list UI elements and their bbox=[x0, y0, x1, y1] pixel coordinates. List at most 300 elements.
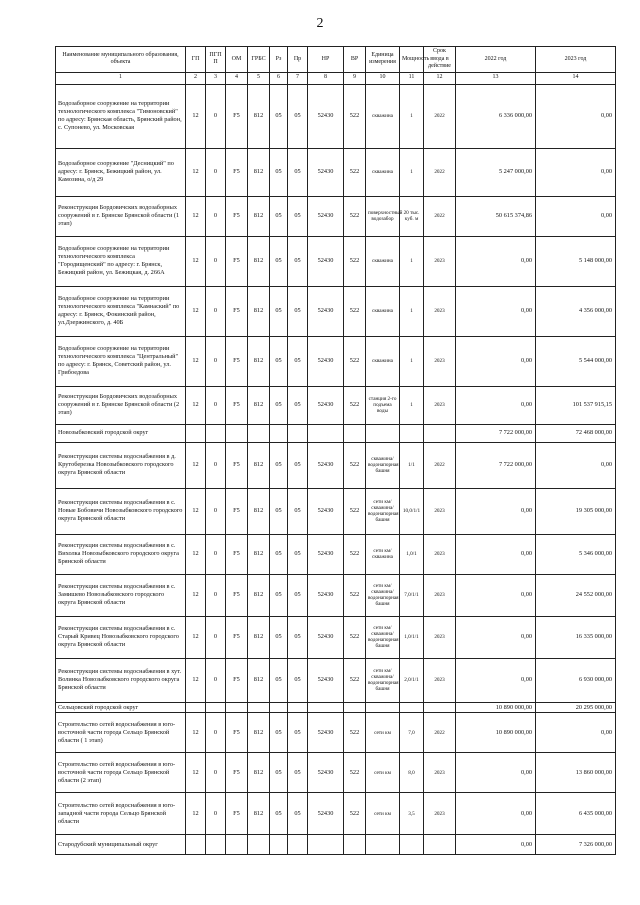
cell: 05 bbox=[288, 386, 308, 424]
cell bbox=[206, 835, 226, 855]
amount-2023-cell: 5 148 000,00 bbox=[536, 236, 616, 286]
column-number: 5 bbox=[248, 72, 270, 84]
cell: 522 bbox=[344, 713, 366, 753]
cell: 05 bbox=[270, 148, 288, 196]
amount-2022-cell: 0,00 bbox=[456, 574, 536, 616]
cell: 12 bbox=[186, 574, 206, 616]
cell: F5 bbox=[226, 84, 248, 148]
year-cell: 2023 bbox=[424, 236, 456, 286]
unit-cell: сети км bbox=[366, 793, 400, 835]
cell bbox=[226, 702, 248, 713]
capacity-cell: 1 bbox=[400, 286, 424, 336]
cell: 0 bbox=[206, 658, 226, 702]
year-cell: 2022 bbox=[424, 196, 456, 236]
cell: 812 bbox=[248, 488, 270, 534]
cell: 12 bbox=[186, 336, 206, 386]
object-name-cell: Реконструкция системы водоснабжения в с. Старый Кривец Новозыбковского городского округа Брянской области bbox=[56, 616, 186, 658]
cell bbox=[308, 702, 344, 713]
amount-2022-cell: 6 336 000,00 bbox=[456, 84, 536, 148]
cell bbox=[344, 835, 366, 855]
amount-2023-cell: 5 544 000,00 bbox=[536, 336, 616, 386]
amount-2023-cell: 101 537 915,15 bbox=[536, 386, 616, 424]
cell: 522 bbox=[344, 84, 366, 148]
cell: 05 bbox=[270, 84, 288, 148]
cell: F5 bbox=[226, 488, 248, 534]
table-row bbox=[56, 236, 616, 286]
capacity-cell: 1 bbox=[400, 336, 424, 386]
table-row bbox=[56, 148, 616, 196]
cell: 812 bbox=[248, 713, 270, 753]
amount-2023-cell: 0,00 bbox=[536, 713, 616, 753]
cell bbox=[186, 424, 206, 442]
cell: 05 bbox=[288, 753, 308, 793]
capacity-cell bbox=[400, 702, 424, 713]
capacity-cell: 1 bbox=[400, 236, 424, 286]
year-cell bbox=[424, 835, 456, 855]
cell: F5 bbox=[226, 574, 248, 616]
capacity-cell bbox=[400, 424, 424, 442]
column-number: 2 bbox=[186, 72, 206, 84]
cell: 52430 bbox=[308, 196, 344, 236]
cell: F5 bbox=[226, 336, 248, 386]
unit-cell bbox=[366, 702, 400, 713]
capacity-cell: 2,0/1/1 bbox=[400, 658, 424, 702]
header-cell: Срок ввода в действие bbox=[424, 47, 456, 73]
cell: F5 bbox=[226, 286, 248, 336]
column-number: 14 bbox=[536, 72, 616, 84]
cell: 522 bbox=[344, 616, 366, 658]
amount-2023-cell: 4 356 000,00 bbox=[536, 286, 616, 336]
cell: 12 bbox=[186, 84, 206, 148]
cell: 05 bbox=[270, 236, 288, 286]
year-cell: 2023 bbox=[424, 488, 456, 534]
capacity-cell: 1,0/1/1 bbox=[400, 616, 424, 658]
amount-2022-cell: 0,00 bbox=[456, 286, 536, 336]
year-cell: 2023 bbox=[424, 386, 456, 424]
cell: 522 bbox=[344, 753, 366, 793]
cell bbox=[270, 424, 288, 442]
unit-cell: скважина bbox=[366, 336, 400, 386]
year-cell: 2023 bbox=[424, 616, 456, 658]
cell bbox=[226, 835, 248, 855]
unit-cell: скважина bbox=[366, 236, 400, 286]
column-number: 7 bbox=[288, 72, 308, 84]
cell: 52430 bbox=[308, 753, 344, 793]
amount-2023-cell: 24 552 000,00 bbox=[536, 574, 616, 616]
cell: 522 bbox=[344, 286, 366, 336]
unit-cell: скважина bbox=[366, 148, 400, 196]
cell: F5 bbox=[226, 148, 248, 196]
amount-2022-cell: 0,00 bbox=[456, 534, 536, 574]
year-cell bbox=[424, 424, 456, 442]
year-cell: 2023 bbox=[424, 574, 456, 616]
object-name-cell: Водозаборное сооружение на территории технологического комплекса "Камнаский" по адресу: г. Брянск, Фокинский район, ул.Дзержинского, д. 40Б bbox=[56, 286, 186, 336]
capacity-cell: 8,0 bbox=[400, 753, 424, 793]
cell: 812 bbox=[248, 286, 270, 336]
cell: 05 bbox=[270, 386, 288, 424]
cell: 52430 bbox=[308, 574, 344, 616]
cell: 05 bbox=[288, 658, 308, 702]
amount-2023-cell: 20 295 000,00 bbox=[536, 702, 616, 713]
header-cell: ПГП П bbox=[206, 47, 226, 73]
amount-2023-cell: 7 326 000,00 bbox=[536, 835, 616, 855]
cell: F5 bbox=[226, 616, 248, 658]
year-cell: 2022 bbox=[424, 713, 456, 753]
object-name-cell: Реконструкция Бордовичских водозаборных сооружений в г. Брянске Брянской области (1 этап) bbox=[56, 196, 186, 236]
group-total-row bbox=[56, 702, 616, 713]
column-number: 12 bbox=[424, 72, 456, 84]
cell: 05 bbox=[288, 196, 308, 236]
cell: 05 bbox=[288, 534, 308, 574]
table-body bbox=[56, 47, 616, 855]
cell: 12 bbox=[186, 148, 206, 196]
cell: 812 bbox=[248, 442, 270, 488]
cell: 522 bbox=[344, 574, 366, 616]
column-number: 1 bbox=[56, 72, 186, 84]
object-name-cell: Реконструкция системы водоснабжения в с. Новые Бобовичи Новозыбковского городского округа Брянской области bbox=[56, 488, 186, 534]
cell: 12 bbox=[186, 442, 206, 488]
amount-2022-cell: 0,00 bbox=[456, 793, 536, 835]
object-name-cell: Реконструкция Бордовичских водозаборных сооружений в г. Брянске Брянской области (2 этап) bbox=[56, 386, 186, 424]
table-row bbox=[56, 658, 616, 702]
column-number: 9 bbox=[344, 72, 366, 84]
cell: 52430 bbox=[308, 386, 344, 424]
object-name-cell: Реконструкция системы водоснабжения в с. Замишево Новозыбковского городского округа Брянской области bbox=[56, 574, 186, 616]
cell bbox=[344, 702, 366, 713]
unit-cell: поверхностный водозабор bbox=[366, 196, 400, 236]
unit-cell: сети км/скважина bbox=[366, 534, 400, 574]
cell: 05 bbox=[288, 84, 308, 148]
amount-2023-cell: 6 435 000,00 bbox=[536, 793, 616, 835]
cell: 0 bbox=[206, 713, 226, 753]
table-row bbox=[56, 84, 616, 148]
cell bbox=[206, 424, 226, 442]
amount-2022-cell: 50 615 374,86 bbox=[456, 196, 536, 236]
group-total-row bbox=[56, 424, 616, 442]
unit-cell bbox=[366, 424, 400, 442]
cell: 0 bbox=[206, 616, 226, 658]
group-name-cell: Сельцовский городской округ bbox=[56, 702, 186, 713]
cell: 0 bbox=[206, 442, 226, 488]
unit-cell: сети км/скважина/водонапорная башня bbox=[366, 616, 400, 658]
column-number: 3 bbox=[206, 72, 226, 84]
cell: 52430 bbox=[308, 286, 344, 336]
cell: 05 bbox=[270, 534, 288, 574]
amount-2022-cell: 0,00 bbox=[456, 386, 536, 424]
cell bbox=[226, 424, 248, 442]
table-row bbox=[56, 793, 616, 835]
cell: 12 bbox=[186, 658, 206, 702]
cell: 52430 bbox=[308, 793, 344, 835]
cell: 05 bbox=[270, 658, 288, 702]
capacity-cell: 20 тыс. куб. м bbox=[400, 196, 424, 236]
cell: 05 bbox=[270, 713, 288, 753]
amount-2022-cell: 0,00 bbox=[456, 753, 536, 793]
header-cell: Мощность bbox=[400, 47, 424, 73]
table-row bbox=[56, 442, 616, 488]
amount-2022-cell: 0,00 bbox=[456, 488, 536, 534]
table-row bbox=[56, 196, 616, 236]
column-number: 10 bbox=[366, 72, 400, 84]
cell: 05 bbox=[288, 442, 308, 488]
unit-cell: сети км/скважина/водонапорная башня bbox=[366, 658, 400, 702]
header-cell: 2022 год bbox=[456, 47, 536, 73]
cell: 05 bbox=[288, 574, 308, 616]
column-number: 11 bbox=[400, 72, 424, 84]
cell: 0 bbox=[206, 534, 226, 574]
cell: 0 bbox=[206, 84, 226, 148]
year-cell: 2023 bbox=[424, 658, 456, 702]
cell: 0 bbox=[206, 148, 226, 196]
cell: 812 bbox=[248, 236, 270, 286]
amount-2023-cell: 0,00 bbox=[536, 442, 616, 488]
amount-2023-cell: 13 860 000,00 bbox=[536, 753, 616, 793]
cell: 522 bbox=[344, 148, 366, 196]
cell: F5 bbox=[226, 442, 248, 488]
capacity-cell: 7,0/1/1 bbox=[400, 574, 424, 616]
cell: 12 bbox=[186, 793, 206, 835]
year-cell: 2022 bbox=[424, 442, 456, 488]
amount-2023-cell: 5 346 000,00 bbox=[536, 534, 616, 574]
object-name-cell: Реконструкция системы водоснабжения в с. Вихолка Новозыбковского городского округа Брянской области bbox=[56, 534, 186, 574]
cell bbox=[248, 835, 270, 855]
cell bbox=[288, 702, 308, 713]
cell: 812 bbox=[248, 574, 270, 616]
table-row bbox=[56, 534, 616, 574]
cell: 05 bbox=[270, 488, 288, 534]
cell: 522 bbox=[344, 488, 366, 534]
header-cell: НР bbox=[308, 47, 344, 73]
cell: 05 bbox=[288, 236, 308, 286]
group-total-row bbox=[56, 835, 616, 855]
cell: 05 bbox=[270, 574, 288, 616]
cell: 0 bbox=[206, 236, 226, 286]
unit-cell: сети км bbox=[366, 753, 400, 793]
object-name-cell: Строительство сетей водоснабжения в юго-восточной части города Сельцо Брянской области (2 этап) bbox=[56, 753, 186, 793]
cell: 05 bbox=[270, 753, 288, 793]
page-number: 2 bbox=[316, 16, 324, 31]
year-cell: 2023 bbox=[424, 753, 456, 793]
cell bbox=[248, 702, 270, 713]
capacity-cell: 1 bbox=[400, 148, 424, 196]
amount-2022-cell: 10 890 000,00 bbox=[456, 702, 536, 713]
cell: 52430 bbox=[308, 713, 344, 753]
table-row bbox=[56, 574, 616, 616]
table-row bbox=[56, 713, 616, 753]
header-cell: ГП bbox=[186, 47, 206, 73]
column-number: 13 bbox=[456, 72, 536, 84]
cell: 05 bbox=[270, 616, 288, 658]
cell: 0 bbox=[206, 793, 226, 835]
cell: 05 bbox=[270, 793, 288, 835]
cell: 05 bbox=[288, 336, 308, 386]
cell bbox=[206, 702, 226, 713]
cell: 0 bbox=[206, 488, 226, 534]
cell: 522 bbox=[344, 336, 366, 386]
cell bbox=[270, 835, 288, 855]
column-number: 6 bbox=[270, 72, 288, 84]
cell: 812 bbox=[248, 534, 270, 574]
cell: 12 bbox=[186, 286, 206, 336]
cell bbox=[288, 424, 308, 442]
table-row bbox=[56, 616, 616, 658]
cell: 52430 bbox=[308, 442, 344, 488]
header-cell: Пр bbox=[288, 47, 308, 73]
table-row bbox=[56, 386, 616, 424]
header-cell: 2023 год bbox=[536, 47, 616, 73]
object-name-cell: Водозаборное сооружение на территории технологического комплекса "Тимоновский" по адресу: Брянская область, Брянский район, с. Супонево, ул. Московская bbox=[56, 84, 186, 148]
amount-2022-cell: 0,00 bbox=[456, 236, 536, 286]
cell: 05 bbox=[288, 713, 308, 753]
year-cell: 2023 bbox=[424, 336, 456, 386]
unit-cell bbox=[366, 835, 400, 855]
group-name-cell: Стародубский муниципальный округ bbox=[56, 835, 186, 855]
unit-cell: сети км/скважина/водонапорная башня bbox=[366, 488, 400, 534]
cell: 12 bbox=[186, 713, 206, 753]
cell: 05 bbox=[270, 196, 288, 236]
unit-cell: скважина bbox=[366, 84, 400, 148]
cell: 05 bbox=[288, 286, 308, 336]
amount-2022-cell: 0,00 bbox=[456, 658, 536, 702]
amount-2022-cell: 10 890 000,00 bbox=[456, 713, 536, 753]
cell: 12 bbox=[186, 196, 206, 236]
cell: 52430 bbox=[308, 236, 344, 286]
cell bbox=[270, 702, 288, 713]
amount-2023-cell: 19 305 000,00 bbox=[536, 488, 616, 534]
cell: 52430 bbox=[308, 658, 344, 702]
amount-2022-cell: 5 247 000,00 bbox=[456, 148, 536, 196]
capacity-cell: 7,0 bbox=[400, 713, 424, 753]
budget-table bbox=[55, 46, 616, 855]
amount-2023-cell: 72 468 000,00 bbox=[536, 424, 616, 442]
cell: 05 bbox=[288, 488, 308, 534]
cell: 812 bbox=[248, 793, 270, 835]
unit-cell: сети км bbox=[366, 713, 400, 753]
cell: 05 bbox=[288, 148, 308, 196]
amount-2023-cell: 0,00 bbox=[536, 148, 616, 196]
cell: 812 bbox=[248, 753, 270, 793]
header-cell: Наименование муниципального образования, объекта bbox=[56, 47, 186, 73]
cell: F5 bbox=[226, 658, 248, 702]
cell: 0 bbox=[206, 386, 226, 424]
cell: 12 bbox=[186, 386, 206, 424]
cell: 12 bbox=[186, 236, 206, 286]
cell: 812 bbox=[248, 84, 270, 148]
cell: 522 bbox=[344, 196, 366, 236]
year-cell bbox=[424, 702, 456, 713]
amount-2022-cell: 7 722 000,00 bbox=[456, 424, 536, 442]
cell: 812 bbox=[248, 616, 270, 658]
header-cell: ГРБС bbox=[248, 47, 270, 73]
amount-2022-cell: 0,00 bbox=[456, 336, 536, 386]
cell: 05 bbox=[288, 616, 308, 658]
cell: 522 bbox=[344, 534, 366, 574]
table-row bbox=[56, 753, 616, 793]
cell bbox=[308, 424, 344, 442]
cell: 0 bbox=[206, 574, 226, 616]
unit-cell: скважина/водонапорная башня bbox=[366, 442, 400, 488]
cell: 52430 bbox=[308, 148, 344, 196]
year-cell: 2023 bbox=[424, 793, 456, 835]
cell: 52430 bbox=[308, 336, 344, 386]
capacity-cell: 1 bbox=[400, 386, 424, 424]
cell: 522 bbox=[344, 386, 366, 424]
object-name-cell: Водозаборное сооружение "Десницкий" по адресу: г. Брянск, Бежицкий район, ул. Камозина, о/д 29 bbox=[56, 148, 186, 196]
cell: 12 bbox=[186, 753, 206, 793]
cell: F5 bbox=[226, 793, 248, 835]
cell: F5 bbox=[226, 753, 248, 793]
unit-cell: сети км/скважина/водонапорная башня bbox=[366, 574, 400, 616]
header-cell: ОМ bbox=[226, 47, 248, 73]
object-name-cell: Реконструкция системы водоснабжения в д. Крутоберезка Новозыбковского городского округа Брянской области bbox=[56, 442, 186, 488]
column-number: 8 bbox=[308, 72, 344, 84]
capacity-cell: 1,0/1 bbox=[400, 534, 424, 574]
capacity-cell bbox=[400, 835, 424, 855]
column-number-row bbox=[56, 72, 616, 84]
cell: 05 bbox=[270, 336, 288, 386]
table-row bbox=[56, 488, 616, 534]
capacity-cell: 1 bbox=[400, 84, 424, 148]
cell bbox=[186, 835, 206, 855]
cell: 812 bbox=[248, 196, 270, 236]
object-name-cell: Строительство сетей водоснабжения в юго-западной части города Сельцо Брянской области bbox=[56, 793, 186, 835]
object-name-cell: Водозаборное сооружение на территории технологического комплекса "Городищенский" по адресу: г. Брянск, Бежицкий район, ул. Бежицкая, д. 266А bbox=[56, 236, 186, 286]
header-cell: ВР bbox=[344, 47, 366, 73]
header-cell: Рз bbox=[270, 47, 288, 73]
year-cell: 2023 bbox=[424, 286, 456, 336]
cell bbox=[344, 424, 366, 442]
capacity-cell: 10,0/1/1 bbox=[400, 488, 424, 534]
table-row bbox=[56, 336, 616, 386]
cell: 522 bbox=[344, 442, 366, 488]
cell: 0 bbox=[206, 753, 226, 793]
cell: 0 bbox=[206, 196, 226, 236]
amount-2023-cell: 6 930 000,00 bbox=[536, 658, 616, 702]
year-cell: 2022 bbox=[424, 84, 456, 148]
cell: 0 bbox=[206, 286, 226, 336]
cell bbox=[288, 835, 308, 855]
cell: F5 bbox=[226, 713, 248, 753]
cell: 12 bbox=[186, 616, 206, 658]
object-name-cell: Водозаборное сооружение на территории технологического комплекса "Центральный" по адресу: г. Брянск, Советский район, ул. Грибоедова bbox=[56, 336, 186, 386]
cell bbox=[186, 702, 206, 713]
unit-cell: станция 2-го подъема воды bbox=[366, 386, 400, 424]
cell: 522 bbox=[344, 658, 366, 702]
unit-cell: скважина bbox=[366, 286, 400, 336]
amount-2023-cell: 16 335 000,00 bbox=[536, 616, 616, 658]
cell: F5 bbox=[226, 236, 248, 286]
object-name-cell: Реконструкция системы водоснабжения в хут. Волинка Новозыбковского городского округа Брянской области bbox=[56, 658, 186, 702]
cell: 52430 bbox=[308, 534, 344, 574]
group-name-cell: Новозыбковский городской округ bbox=[56, 424, 186, 442]
amount-2023-cell: 0,00 bbox=[536, 84, 616, 148]
cell bbox=[308, 835, 344, 855]
cell: 522 bbox=[344, 236, 366, 286]
cell: 52430 bbox=[308, 616, 344, 658]
amount-2023-cell: 0,00 bbox=[536, 196, 616, 236]
cell: 05 bbox=[270, 442, 288, 488]
header-cell: Единица измерения bbox=[366, 47, 400, 73]
year-cell: 2022 bbox=[424, 148, 456, 196]
cell: 812 bbox=[248, 658, 270, 702]
cell: F5 bbox=[226, 386, 248, 424]
cell: F5 bbox=[226, 534, 248, 574]
cell bbox=[248, 424, 270, 442]
cell: 522 bbox=[344, 793, 366, 835]
cell: 812 bbox=[248, 336, 270, 386]
cell: 0 bbox=[206, 336, 226, 386]
year-cell: 2023 bbox=[424, 534, 456, 574]
